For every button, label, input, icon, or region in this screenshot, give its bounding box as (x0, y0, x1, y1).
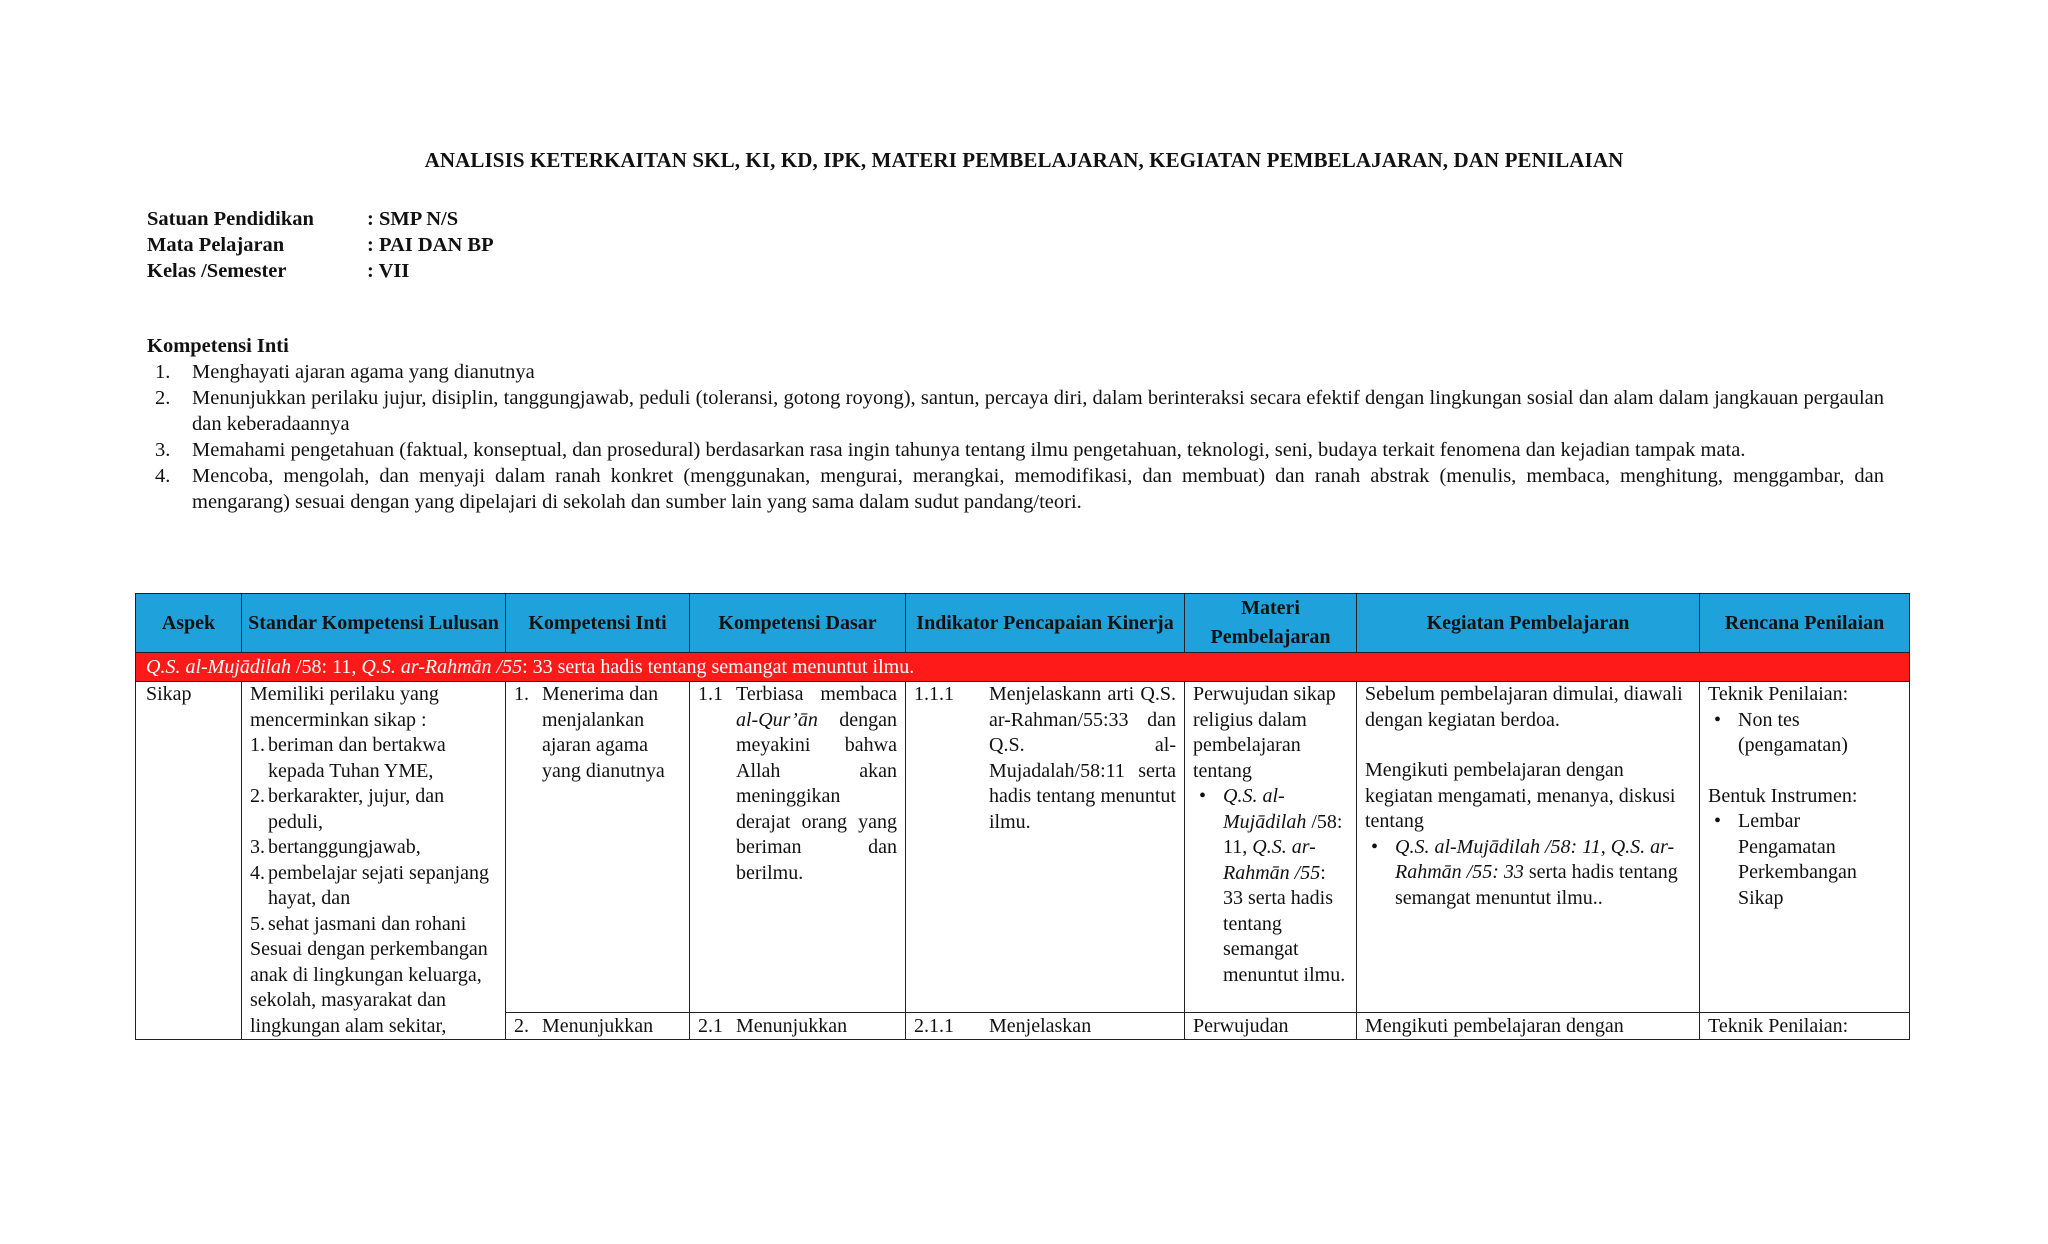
list-item (147, 385, 1884, 437)
materi-part: /58: 11, (1223, 810, 1343, 858)
list-text: Menunjukkan perilaku jujur, disiplin, tanggungjawab, peduli (toleransi, gotong royong), santun, percaya diri, dalam berinteraksi secara efektif dengan lingkungan sosial dan alam dalam jangkauan pergaulan dan keberadaannya (192, 387, 1884, 435)
meta-row-mapel (147, 232, 494, 258)
header-aspek: Aspek (136, 594, 242, 653)
list-text: Menunjukkan (736, 1015, 848, 1037)
topic-part: Q.S. al-Mujādilah (146, 656, 291, 678)
kegiatan-paragraph: Sebelum pembelajaran dimulai, diawali dengan kegiatan berdoa. (1365, 683, 1683, 731)
cell-materi (1185, 682, 1357, 1013)
meta-label: Satuan Pendidikan (147, 208, 314, 230)
header-materi: Materi Pembelajaran (1185, 594, 1357, 653)
header-ipk: Indikator Pencapaian Kinerja (906, 594, 1185, 653)
cell-materi: Perwujudan (1185, 1013, 1357, 1040)
list-item (914, 1013, 1176, 1039)
list-number: 4. (250, 861, 265, 884)
penilaian-teknik-list (1708, 708, 1901, 759)
list-item (514, 1013, 681, 1039)
list-item (1193, 784, 1348, 988)
kegiatan-part: serta hadis tentang semangat menuntut ilmu.. (1395, 861, 1678, 909)
cell-kd (690, 1013, 906, 1040)
materi-part: Q.S. ar-Rahmān /55 (1223, 836, 1321, 884)
table-header-row (136, 594, 1910, 653)
list-text: berkarakter, jujur, dan peduli, (268, 785, 445, 833)
bullet-icon: • (1714, 810, 1722, 832)
list-text: Mencoba, mengolah, dan menyaji dalam ranah konkret (menggunakan, mengurai, merangkai, memodifikasi, dan membuat) dan ranah abstrak (menulis, membaca, menghitung, menggambar, dan mengarang) sesuai dengan yang dipelajari di sekolah dan sumber lain yang sama dalam sudut pandang/teori. (192, 465, 1884, 513)
list-item (1708, 809, 1901, 911)
page-title: ANALISIS KETERKAITAN SKL, KI, KD, IPK, MATERI PEMBELAJARAN, KEGIATAN PEMBELAJARAN, DAN PENILAIAN (424, 148, 1624, 172)
table-row (136, 682, 1910, 1013)
materi-intro: Perwujudan sikap religius dalam pembelajaran tentang (1193, 683, 1336, 782)
analysis-table (135, 593, 1910, 1040)
bullet-icon: • (1714, 708, 1722, 731)
list-number: 2. (250, 785, 265, 807)
list-number: 1. (514, 683, 529, 705)
list-number: 2. (514, 1015, 529, 1037)
cell-ki (506, 682, 690, 1013)
list-text: Menunjukkan (542, 1015, 654, 1037)
penilaian-bentuk-list (1708, 809, 1901, 911)
list-text: Non tes (pengamatan) (1738, 708, 1848, 756)
cell-ipk (906, 1013, 1185, 1040)
list-text: Menghayati ajaran agama yang dianutnya (192, 361, 535, 383)
materi-list (1193, 784, 1348, 988)
list-text: bertanggungjawab, (268, 836, 421, 858)
meta-row-kelas (147, 258, 494, 284)
list-number: 1. (250, 734, 265, 756)
list-item (1708, 708, 1901, 759)
list-item (250, 861, 497, 912)
bullet-icon: • (1199, 785, 1207, 807)
cell-penilaian: Teknik Penilaian: (1700, 1013, 1910, 1040)
list-text: Menerima dan menjalankan ajaran agama yang dianutnya (542, 683, 665, 782)
meta-value: : PAI DAN BP (367, 234, 494, 256)
cell-ki (506, 1013, 690, 1040)
kegiatan-paragraph: Mengikuti pembelajaran dengan kegiatan mengamati, menanya, diskusi tentang (1365, 759, 1676, 832)
list-text: Menjelaskan (989, 1015, 1092, 1037)
header-kegiatan: Kegiatan Pembelajaran (1357, 594, 1700, 653)
list-item (698, 1013, 897, 1039)
list-item (250, 733, 497, 784)
cell-aspek: Sikap (136, 682, 242, 1040)
kd-text-part: al-Qur’ān (736, 708, 818, 731)
list-text: sehat jasmani dan rohani (268, 912, 467, 935)
header-ki: Kompetensi Inti (506, 594, 690, 653)
header-penilaian: Rencana Penilaian (1700, 594, 1910, 653)
list-text: beriman dan bertakwa kepada Tuhan YME, (268, 734, 446, 782)
skl-intro: Memiliki perilaku yang mencerminkan sikap : (250, 683, 439, 731)
list-number: 2.1 (698, 1015, 723, 1037)
list-number: 2.1.1 (914, 1015, 954, 1037)
kompetensi-inti-list (147, 359, 1884, 515)
list-item (147, 463, 1884, 515)
list-text: pembelajar sejati sepanjang hayat, dan (268, 861, 490, 909)
list-item (914, 682, 1176, 835)
meta-row-satuan (147, 206, 494, 232)
list-number: 3. (155, 439, 171, 461)
list-number: 4. (155, 465, 171, 487)
document-meta (147, 206, 494, 284)
topic-part: /58: 11, (291, 656, 362, 678)
topic-cell (136, 653, 1910, 682)
penilaian-bentuk-label: Bentuk Instrumen: (1708, 784, 1858, 807)
list-number: 1.1 (698, 683, 723, 705)
kd-text-part: Terbiasa membaca (736, 683, 897, 705)
list-number: 3. (250, 836, 265, 858)
materi-part: : 33 serta hadis tentang semangat menuntut ilmu. (1223, 861, 1346, 986)
list-number: 1. (155, 361, 171, 383)
materi-part: Q.S. al-Mujādilah (1223, 785, 1307, 833)
meta-value: : VII (367, 260, 410, 282)
list-item (147, 359, 1884, 385)
meta-value: : SMP N/S (367, 208, 459, 230)
cell-skl (242, 682, 506, 1040)
topic-part: : 33 serta hadis tentang semangat menuntut ilmu. (522, 656, 915, 678)
kompetensi-inti-section (147, 333, 1884, 515)
list-text: Menjelaskann arti Q.S. ar-Rahman/55:33 dan Q.S. al-Mujadalah/58:11 serta hadis tentang menuntut ilmu. (989, 683, 1176, 833)
penilaian-teknik-label: Teknik Penilaian: (1708, 683, 1849, 705)
list-text: Lembar Pengamatan Perkembangan Sikap (1738, 810, 1857, 909)
header-kd: Kompetensi Dasar (690, 594, 906, 653)
list-item (698, 682, 897, 886)
list-item (147, 437, 1884, 463)
topic-part: Q.S. ar-Rahmān /55 (361, 656, 523, 678)
list-item (250, 835, 497, 861)
kegiatan-list (1365, 835, 1691, 912)
skl-outro: Sesuai dengan perkembangan anak di lingkungan keluarga, sekolah, masyarakat dan lingkungan alam sekitar, (250, 938, 488, 1037)
list-item (1365, 835, 1691, 912)
meta-label: Kelas /Semester (147, 260, 287, 282)
cell-kegiatan (1357, 682, 1700, 1013)
topic-row (136, 653, 1910, 682)
list-text (736, 682, 897, 886)
cell-penilaian (1700, 682, 1910, 1013)
cell-kegiatan: Mengikuti pembelajaran dengan (1357, 1013, 1700, 1040)
bullet-icon: • (1371, 835, 1379, 858)
kegiatan-part: Q.S. al-Mujādilah /58: 11, Q.S. ar-Rahmān /55: 33 (1395, 835, 1675, 883)
list-item (250, 912, 497, 938)
list-item (514, 682, 681, 784)
kd-text-part: dengan meyakini bahwa Allah akan meninggikan derajat orang yang beriman dan berilmu. (736, 708, 897, 884)
cell-ipk (906, 682, 1185, 1013)
header-skl: Standar Kompetensi Lulusan (242, 594, 506, 653)
list-text: Memahami pengetahuan (faktual, konseptual, dan prosedural) berdasarkan rasa ingin tahunya tentang ilmu pengetahuan, teknologi, seni, budaya terkait fenomena dan kejadian tampak mata. (192, 439, 1746, 461)
meta-label: Mata Pelajaran (147, 234, 285, 256)
cell-kd (690, 682, 906, 1013)
list-number: 2. (155, 387, 171, 409)
list-number: 5. (250, 912, 265, 935)
kompetensi-inti-heading: Kompetensi Inti (147, 335, 289, 357)
list-number: 1.1.1 (914, 683, 954, 705)
list-item (250, 784, 497, 835)
